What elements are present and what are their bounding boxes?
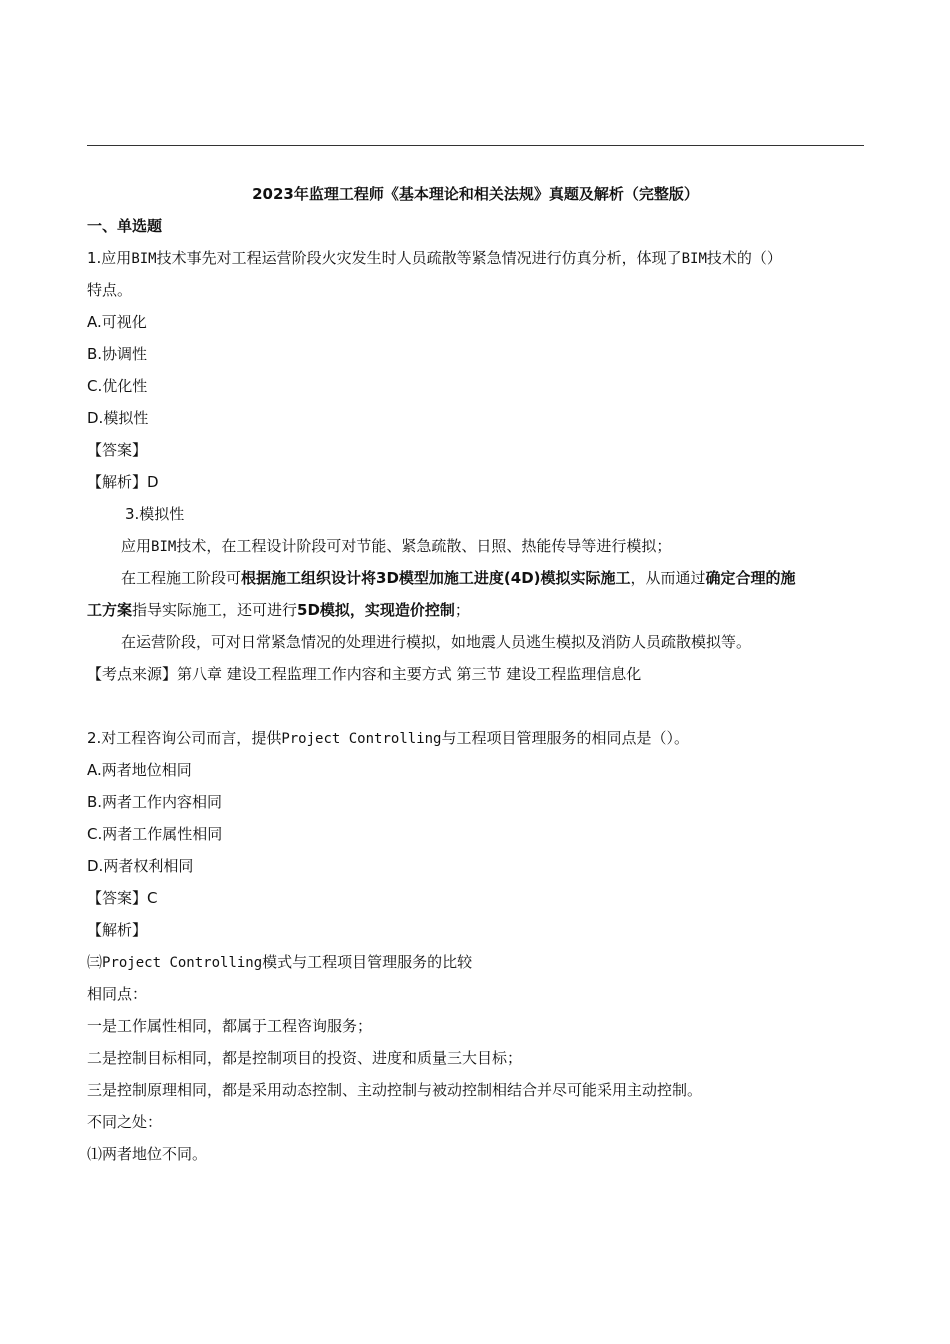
q2-option-c: C.两者工作属性相同 bbox=[87, 825, 223, 843]
q1-paragraph-2: 在工程施工阶段可根据施工组织设计将3D模型加施工进度(4D)模拟实际施工，从而通过确定合理的施 bbox=[121, 569, 796, 587]
q2-same-label: 相同点： bbox=[87, 985, 148, 1003]
q1-paragraph-2-cont: 工方案指导实际施工，还可进行5D模拟，实现造价控制； bbox=[87, 601, 470, 619]
q2-answer-label: 【答案】C bbox=[87, 889, 158, 907]
q2-same-2: 二是控制目标相同，都是控制项目的投资、进度和质量三大目标； bbox=[87, 1049, 523, 1067]
q1-option-a: A.可视化 bbox=[87, 313, 147, 331]
q1-stem-line2: 特点。 bbox=[87, 281, 133, 299]
q1-analysis-label: 【解析】D bbox=[87, 473, 159, 491]
q2-compare-heading: ㈢Project Controlling模式与工程项目管理服务的比较 bbox=[87, 953, 473, 971]
section-heading: 一、单选题 bbox=[87, 217, 163, 235]
q1-option-d: D.模拟性 bbox=[87, 409, 149, 427]
q1-point-title: 3.模拟性 bbox=[125, 505, 185, 523]
q1-option-b: B.协调性 bbox=[87, 345, 148, 363]
q2-same-1: 一是工作属性相同，都属于工程咨询服务； bbox=[87, 1017, 373, 1035]
document-title: 2023年监理工程师《基本理论和相关法规》真题及解析（完整版） bbox=[252, 185, 699, 203]
q2-diff-1: ⑴两者地位不同。 bbox=[87, 1145, 208, 1163]
q1-paragraph-1: 应用BIM技术，在工程设计阶段可对节能、紧急疏散、日照、热能传导等进行模拟； bbox=[121, 537, 672, 555]
q2-option-a: A.两者地位相同 bbox=[87, 761, 192, 779]
q1-source: 【考点来源】第八章 建设工程监理工作内容和主要方式 第三节 建设工程监理信息化 bbox=[87, 665, 642, 683]
q2-stem: 2.对工程咨询公司而言，提供Project Controlling与工程项目管理服务的相同点是（）。 bbox=[87, 729, 689, 747]
q1-paragraph-3: 在运营阶段，可对日常紧急情况的处理进行模拟，如地震人员逃生模拟及消防人员疏散模拟等。 bbox=[121, 633, 752, 651]
q2-analysis-label: 【解析】 bbox=[87, 921, 148, 939]
q2-same-3: 三是控制原理相同，都是采用动态控制、主动控制与被动控制相结合并尽可能采用主动控制。 bbox=[87, 1081, 703, 1099]
q1-option-c: C.优化性 bbox=[87, 377, 148, 395]
q2-option-b: B.两者工作内容相同 bbox=[87, 793, 223, 811]
header-rule bbox=[87, 145, 864, 146]
q1-answer-label: 【答案】 bbox=[87, 441, 148, 459]
q2-option-d: D.两者权利相同 bbox=[87, 857, 194, 875]
q2-diff-label: 不同之处： bbox=[87, 1113, 163, 1131]
q1-stem: 1.应用BIM技术事先对工程运营阶段火灾发生时人员疏散等紧急情况进行仿真分析，体现了BIM技术的（） bbox=[87, 249, 782, 267]
